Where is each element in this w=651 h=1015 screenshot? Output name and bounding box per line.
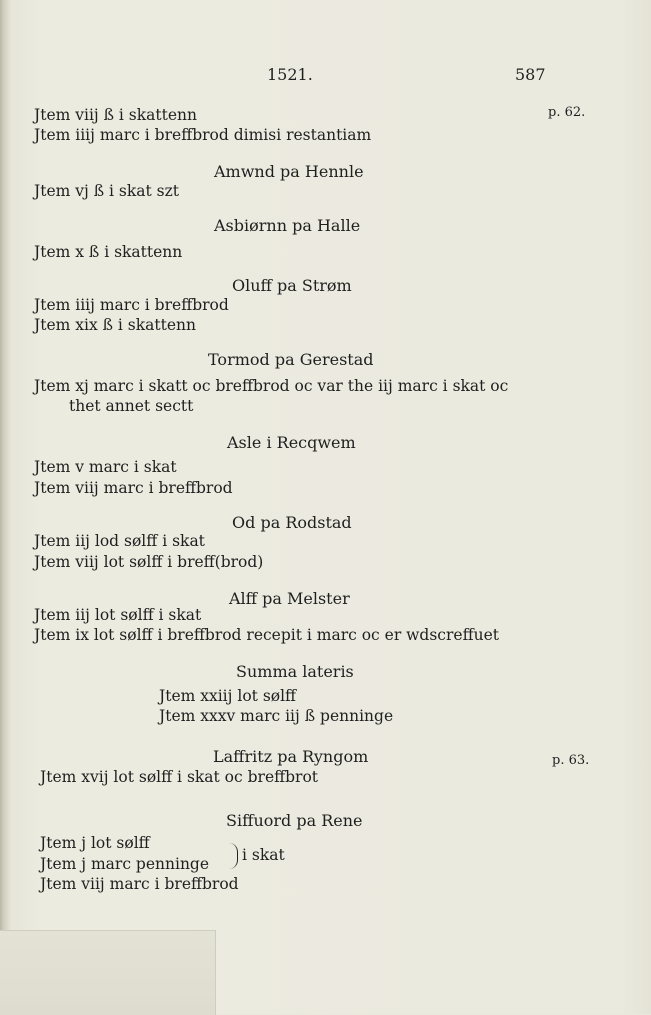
- entry-line: Jtem v marc i skat: [34, 458, 177, 476]
- entry-line: Jtem viij lot sølff i breff(brod): [34, 553, 264, 571]
- section-heading: Asbiørnn pa Halle: [214, 216, 361, 235]
- section-heading: Oluff pa Strøm: [232, 276, 352, 295]
- entry-line: Jtem j marc penninge: [40, 855, 210, 873]
- margin-note-p62: p. 62.: [548, 105, 586, 120]
- entry-line: Jtem iij lot sølff i skat: [34, 606, 202, 624]
- entry-line: Jtem x ß i skattenn: [34, 243, 183, 261]
- section-heading: Asle i Recqwem: [227, 433, 356, 452]
- entry-line: Jtem xj marc i skatt oc breffbrod oc var the iij marc i skat oc: [34, 377, 509, 395]
- section-heading: Amwnd pa Hennle: [214, 162, 364, 181]
- section-heading: Alff pa Melster: [229, 589, 350, 608]
- entry-line: thet annet sectt: [69, 397, 194, 415]
- entry-line: Jtem xxiij lot sølff: [159, 687, 297, 705]
- page-corner-fold: [0, 930, 216, 1015]
- page-number: 587: [515, 65, 546, 84]
- entry-line: Jtem iiij marc i breffbrod dimisi restantiam: [34, 126, 372, 144]
- section-heading: Siffuord pa Rene: [226, 811, 363, 830]
- section-heading: Tormod pa Gerestad: [208, 350, 374, 369]
- entry-line: Jtem ix lot sølff i breffbrod recepit i marc oc er wdscreffuet: [34, 626, 499, 644]
- entry-line: Jtem xvij lot sølff i skat oc breffbrot: [40, 768, 319, 786]
- entry-line: Jtem viij marc i breffbrod: [40, 875, 239, 893]
- entry-line: Jtem vj ß i skat szt: [34, 182, 179, 200]
- entry-line: Jtem xxxv marc iij ß penninge: [159, 707, 394, 725]
- entry-line: Jtem iij lod sølff i skat: [34, 532, 205, 550]
- section-heading: Laffritz pa Ryngom: [213, 747, 369, 766]
- brace-label: i skat: [242, 846, 285, 864]
- page-edge: [0, 0, 10, 1014]
- section-heading: Od pa Rodstad: [232, 513, 352, 532]
- entry-line: Jtem viij marc i breffbrod: [34, 479, 233, 497]
- entry-line: Jtem viij ß i skattenn: [34, 106, 197, 124]
- entry-line: Jtem xix ß i skattenn: [34, 316, 196, 334]
- section-heading: Summa lateris: [236, 662, 354, 681]
- entry-line: Jtem j lot sølff: [40, 834, 150, 852]
- entry-line: Jtem iiij marc i breffbrod: [34, 296, 229, 314]
- margin-note-p63: p. 63.: [552, 753, 590, 768]
- curly-brace: [229, 843, 238, 869]
- running-year: 1521.: [267, 65, 313, 84]
